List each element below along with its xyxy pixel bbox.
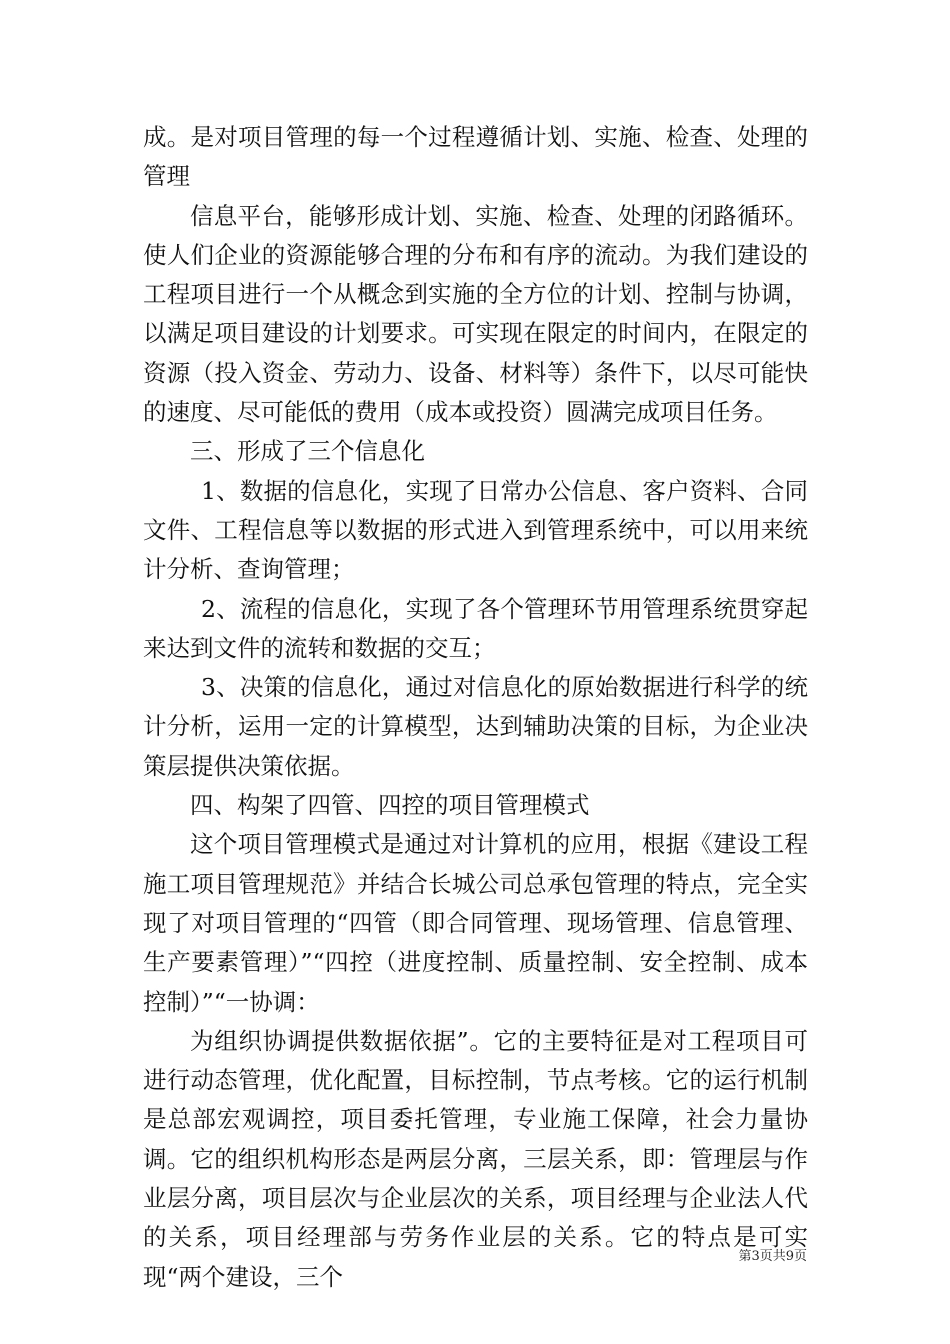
paragraph-continuation: 成。是对项目管理的每一个过程遵循计划、实施、检查、处理的管理 [143,123,808,191]
paragraph-coordination: 为组织协调提供数据依据”。它的主要特征是对工程项目可进行动态管理，优化配置，目标控制，节点考核。它的运行机制是总部宏观调控，项目委托管理，专业施工保障，社会力量协调。它的组织机构形态是两层分离，三层关系，即：管理层与作业层分离，项目层次与企业层次的关系，项目经理与企业法人代的关系，项目经理部与劳务作业层的关系。它的特点是可实现“两个建设，三个 [143,1026,808,1291]
paragraph-info-platform: 信息平台，能够形成计划、实施、检查、处理的闭路循环。使人们企业的资源能够合理的分布和有序的流动。为我们建设的工程项目进行一个从概念到实施的全方位的计划、控制与协调，以满足项目建设的计划要求。可实现在限定的时间内，在限定的资源（投入资金、劳动力、设备、材料等）条件下，以尽可能快的速度、尽可能低的费用（成本或投资）圆满完成项目任务。 [143,201,808,427]
page-number-footer: 第3页共9页 [738,1249,807,1264]
section-heading-three-informatization: 三、形成了三个信息化 [190,437,425,466]
document-body [143,118,808,1297]
section-heading-management-model: 四、构架了四管、四控的项目管理模式 [190,791,590,820]
list-item-process-informatization: 2、流程的信息化，实现了各个管理环节用管理系统贯穿起来达到文件的流转和数据的交互； [143,594,808,662]
paragraph-management-model: 这个项目管理模式是通过对计算机的应用，根据《建设工程施工项目管理规范》并结合长城公司总承包管理的特点，完全实现了对项目管理的“四管（即合同管理、现场管理、信息管理、生产要素管理）”“四控（进度控制、质量控制、安全控制、成本控制）”“一协调： [143,830,808,1016]
list-item-data-informatization: 1、数据的信息化，实现了日常办公信息、客户资料、合同文件、工程信息等以数据的形式进入到管理系统中，可以用来统计分析、查询管理； [143,476,808,584]
list-item-decision-informatization: 3、决策的信息化，通过对信息化的原始数据进行科学的统计分析，运用一定的计算模型，达到辅助决策的目标，为企业决策层提供决策依据。 [143,673,808,780]
